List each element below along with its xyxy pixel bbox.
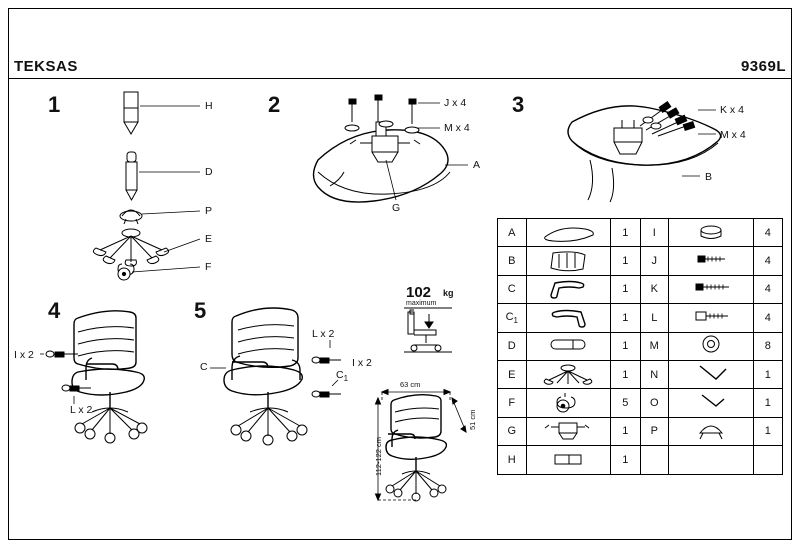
part-letter: B: [498, 247, 527, 275]
allen-key-s-icon: [669, 389, 754, 417]
table-row: [498, 247, 783, 275]
cover-cone-icon: [669, 417, 754, 445]
part-qty: 4: [753, 275, 782, 303]
backrest-icon: [526, 247, 611, 275]
part-letter: O: [640, 389, 668, 417]
part-letter: L: [640, 304, 668, 332]
seat-cushion-icon: [526, 219, 611, 247]
max-weight-unit: kg: [443, 288, 454, 298]
castor-icon: [526, 389, 611, 417]
part-qty: 4: [753, 219, 782, 247]
part-letter: $C_1$: [498, 304, 527, 332]
step-1-label-P: P: [205, 205, 213, 217]
table-row: [498, 417, 783, 445]
brand-name: TEKSAS: [14, 58, 78, 75]
step-2-label-A: A: [473, 159, 481, 171]
step-5-label-C: C: [200, 361, 208, 373]
part-qty: 1: [753, 389, 782, 417]
table-row: [498, 446, 783, 474]
step-2-number: 2: [268, 92, 281, 117]
part-qty: 1: [753, 360, 782, 388]
cap-disc-icon: [669, 219, 754, 247]
step-2-label-M: M x 4: [444, 122, 470, 134]
part-letter: N: [640, 360, 668, 388]
step-4-label-I: I x 2: [14, 349, 34, 361]
part-qty: 1: [611, 304, 640, 332]
part-letter: H: [498, 446, 527, 474]
part-qty: 1: [611, 417, 640, 445]
empty-icon-cell: [669, 446, 754, 474]
step-3-label-B: B: [705, 171, 713, 183]
gas-lift-icon: [526, 332, 611, 360]
step-5-label-C1: $C_1$: [336, 369, 349, 384]
step-1-label-H: H: [205, 100, 213, 112]
part-letter: G: [498, 417, 527, 445]
part-letter: D: [498, 332, 527, 360]
dimension-width: 63 cm: [400, 380, 421, 389]
max-weight-value: 102: [406, 284, 432, 301]
table-row: [498, 332, 783, 360]
table-row: [498, 360, 783, 388]
step-1-label-F: F: [205, 261, 212, 273]
dimension-height: 112-122 cm: [374, 436, 383, 476]
part-letter: E: [498, 360, 527, 388]
step-4-label-L: L x 2: [70, 404, 93, 416]
part-qty: [753, 446, 782, 474]
table-row: [498, 275, 783, 303]
part-letter: P: [640, 417, 668, 445]
allen-key-l-icon: [669, 360, 754, 388]
part-letter: A: [498, 219, 527, 247]
bolt-flat-icon: [669, 304, 754, 332]
step-5-number: 5: [194, 298, 207, 323]
step-4-number: 4: [48, 298, 61, 323]
step-3-number: 3: [512, 92, 525, 117]
table-row: [498, 389, 783, 417]
part-letter: M: [640, 332, 668, 360]
part-qty: 1: [611, 275, 640, 303]
part-letter: F: [498, 389, 527, 417]
part-qty: 1: [611, 247, 640, 275]
step-1-label-E: E: [205, 233, 213, 245]
bolt-short-icon: [669, 247, 754, 275]
step-1-label-D: D: [205, 166, 213, 178]
armrest-icon: [526, 275, 611, 303]
model-number: 9369L: [740, 58, 786, 75]
mechanism-icon: [526, 417, 611, 445]
step-5-label-I: I x 2: [352, 357, 372, 369]
part-letter: C: [498, 275, 527, 303]
part-letter: J: [640, 247, 668, 275]
part-qty: 1: [611, 332, 640, 360]
step-5-label-L: L x 2: [312, 328, 335, 340]
step-3-label-K: K x 4: [720, 104, 744, 116]
part-qty: 1: [611, 360, 640, 388]
step-2-label-J: J x 4: [444, 97, 467, 109]
base-star-icon: [526, 360, 611, 388]
bolt-long-icon: [669, 275, 754, 303]
armrest-mirror-icon: [526, 304, 611, 332]
part-qty: 1: [611, 446, 640, 474]
max-weight-note: maximum: [406, 300, 437, 307]
step-2-label-G: G: [392, 202, 401, 214]
parts-table: [497, 218, 783, 475]
part-qty: 8: [753, 332, 782, 360]
washer-icon: [669, 332, 754, 360]
part-qty: 5: [611, 389, 640, 417]
part-letter: K: [640, 275, 668, 303]
table-row: [498, 304, 783, 332]
dimension-depth: 51 cm: [468, 409, 477, 430]
part-qty: 1: [611, 219, 640, 247]
part-qty: 4: [753, 247, 782, 275]
step-3-label-M: M x 4: [720, 129, 746, 141]
sleeve-icon: [526, 446, 611, 474]
part-qty: 4: [753, 304, 782, 332]
part-letter: [640, 446, 668, 474]
step-1-number: 1: [48, 92, 61, 117]
part-letter: I: [640, 219, 668, 247]
table-row: [498, 219, 783, 247]
part-qty: 1: [753, 417, 782, 445]
